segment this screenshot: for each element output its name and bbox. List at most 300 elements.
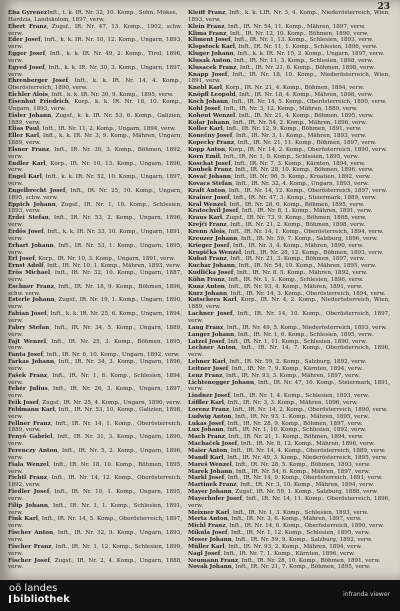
entry-details: , Inft., IR. Nr. 28, 10. Komp., Böhmen, 1891, verw. xyxy=(238,557,381,564)
entry-details: , Zugsf., IR. Nr. 2, 4. Komp., Ungarn, 1888, verw. xyxy=(8,557,182,570)
entry-name: Krupička Wenzel xyxy=(188,249,242,256)
entry-details: , Inft., k. k. IR. Nr. 30, 9. Komp., 1895, verw. xyxy=(47,92,174,99)
roll-entry xyxy=(8,92,182,99)
entry-name: Kratochvil Josef xyxy=(188,208,239,215)
entry-details: , Inft., IR. Nr. 93, 2. Komp., Mähren, 1894, verw. xyxy=(224,543,363,550)
entry-name: Moser Johann xyxy=(188,536,232,543)
entry-name: Eschner Franz xyxy=(8,283,54,290)
roll-entry xyxy=(8,359,182,373)
entry-name: Lux Johann xyxy=(188,427,224,434)
roll-entry xyxy=(8,10,182,17)
entry-details: , Korp., IR. Nr. 4, 2. Komp., Niederösterreich, Wien, 1889, verw. xyxy=(188,297,390,311)
roll-entry xyxy=(8,243,182,257)
roll-entry xyxy=(188,250,390,257)
roll-entry xyxy=(188,441,390,448)
entry-details: , Inft., IR. Nr. 21, 1. Komp., Böhmen, 1894, verw. xyxy=(224,434,364,441)
entry-details: , Inft., IR. Nr. 28, 12. Komp., Böhmen, 1893, verw. xyxy=(241,249,384,256)
roll-entry xyxy=(188,544,390,551)
entry-name: Fenyő Gabriel xyxy=(8,434,53,441)
entry-details: , Inft., IR. Nr. 93, 4. Komp., Mähren, 1891, verw. xyxy=(224,283,363,290)
entry-name: Leitner Josef xyxy=(188,365,229,372)
roll-entry xyxy=(188,174,390,181)
roll-entry xyxy=(188,161,390,168)
entry-name: Knöpfl Leopold xyxy=(188,92,236,99)
roll-entry xyxy=(188,188,390,195)
entry-details: , Korp., IR. Nr. 14, 2. Komp., Oberösterreich, 1890, verw. xyxy=(225,146,387,153)
roll-entry xyxy=(188,469,390,476)
entry-details: , Zugsf., IR. Nr. 19, 1. Komp., Ungarn, 1890, verw. xyxy=(8,297,182,311)
entry-details: , Inft., IR. Nr. 1, 4. Komp., Schlesien, 1893, verw. xyxy=(230,393,370,400)
entry-name: Koller Karl xyxy=(188,126,223,133)
entry-details: , Inft., IR. Nr. 3, 3. Komp., Mähren, 1896, verw. xyxy=(223,400,358,407)
entry-details: , Zugsf., IR. Nr. 1, 10. Komp., Schlesien, 1893, verw. xyxy=(8,201,182,215)
roll-entry xyxy=(188,558,390,565)
entry-details: , Inft., IR. Nr. 7, 9. Komp., Kärnten, 1894, verw. xyxy=(228,365,363,372)
entry-name: Fichtl Franz xyxy=(8,475,47,482)
entry-details: , Inft., IR. Nr. 3, 12. Komp., Mähren, 1889, verw. xyxy=(220,105,358,112)
roll-entry xyxy=(188,37,390,44)
roll-entry xyxy=(188,345,390,359)
entry-name: Knapp Josef xyxy=(188,71,228,78)
entry-name: Fischer Franz xyxy=(8,543,52,550)
entry-details: , Inft., IR. Nr. 1, 3. Komp., Schlesien, 1893, verw. xyxy=(229,509,369,516)
entry-details: , Inft., IR. Nr. 14, 10. Komp., Oberösterreich, 1897, verw. xyxy=(188,311,390,324)
entry-details: , Inft., k. k. IR. Nr. 30, 3. Komp., Ungarn, 1897, verw. xyxy=(8,64,182,78)
entry-name: Markl Josef xyxy=(188,475,225,482)
entry-name: Fabry Stefan xyxy=(8,324,50,331)
entry-name: Krieger Josef xyxy=(188,242,230,249)
entry-details: , Inft., IR. Nr. 54, 10. Komp., Mähren, 1895, verw. xyxy=(235,263,377,270)
roll-entry xyxy=(8,113,182,127)
entry-name: Eba Gyrenez xyxy=(8,10,48,16)
entry-name: Fellner Franz xyxy=(8,420,51,427)
entry-name: Maier Anton xyxy=(188,448,228,454)
entry-name: Esterle Johann xyxy=(8,297,55,304)
entry-details: , Inft., IR. Nr. 93, 3. Komp., Mähren, 1897, verw. xyxy=(222,372,360,379)
entry-name: Müller Karl xyxy=(188,543,225,550)
roll-entry xyxy=(188,551,390,558)
entry-details: , Inft., IR. Nr. 14, 5. Komp., Oberösterreich, 1890, verw. xyxy=(228,98,387,105)
right-column xyxy=(188,10,390,570)
viewer-label: infranda viewer xyxy=(343,591,390,598)
entry-name: Korn Emil xyxy=(188,153,220,160)
roll-entry xyxy=(8,325,182,339)
entry-details: , Inft., IR. Nr. 3, 10. Komp., Mähren, 1894, verw. xyxy=(236,482,375,489)
roll-entry xyxy=(188,113,390,120)
entry-name: Mayer Johann xyxy=(188,489,232,496)
entry-name: Meixner Karl xyxy=(188,509,230,516)
entry-details: , Inft., IR. Nr. 53, 2. Komp., Ungarn, 1896, verw. xyxy=(8,215,182,229)
entry-name: Kreuzer Johann xyxy=(188,235,238,242)
roll-entry xyxy=(188,236,390,243)
entry-name: Lechner Anton xyxy=(188,345,236,352)
entry-name: Farkas Johann xyxy=(8,359,55,366)
roll-entry xyxy=(8,297,182,311)
roll-entry xyxy=(8,174,182,188)
entry-name: Kraft Anton xyxy=(188,187,226,194)
entry-name: Martinek Franz xyxy=(188,482,237,489)
entry-details: , Inft., IR. Nr. 54, 6. Komp., Mähren, 1897, verw. xyxy=(232,468,370,475)
roll-entry xyxy=(8,311,182,325)
logo-mark-icon xyxy=(9,595,11,603)
entry-name: Eisler Johann xyxy=(8,112,52,119)
entry-details: , Inft., IR. Nr. 34, 5. Komp., Ungarn, 1889, verw. xyxy=(8,324,182,338)
entry-details: , Inft., IR. Nr. 11, 1. Komp., Schlesien, 1896, verw. xyxy=(234,44,378,51)
entry-details: , Korp., IR. Nr. 10, 13. Komp., Ungarn, 1896, verw. xyxy=(8,160,182,174)
roll-entry xyxy=(188,400,390,407)
entry-name: Fischer Anton xyxy=(8,530,54,537)
roll-entry xyxy=(8,421,182,435)
roll-entry xyxy=(188,133,390,140)
entry-details: , Inft., IR. Nr. 5, 2. Komp., Ungarn, 1896, verw. xyxy=(8,448,182,461)
roll-entry xyxy=(188,366,390,373)
roll-entry xyxy=(8,188,182,202)
roll-entry xyxy=(188,297,390,311)
entry-name: Lichtenegger Johann xyxy=(188,379,255,386)
roll-entry xyxy=(8,126,182,133)
entry-name: Eppich Johann xyxy=(8,201,56,208)
logo-line-2 xyxy=(9,594,70,605)
entry-details: , Inft., IR. Nr. 3, 6. Komp., Mähren, 1897, verw. xyxy=(227,516,362,523)
roll-entry xyxy=(8,373,182,387)
roll-entry xyxy=(188,154,390,161)
entry-name: Feik Josef xyxy=(8,400,39,407)
entry-details: , Korp., IR. Nr. 21, 4. Komp., Böhmen, 1894, verw. xyxy=(222,85,365,92)
entry-name: Konečny Josef xyxy=(188,133,233,140)
roll-entry xyxy=(188,523,390,530)
entry-name: Egyed Josef xyxy=(8,64,45,71)
entry-details: , Inft., IR. Nr. 59, 7. Komp., Salzburg, 1896, verw. xyxy=(237,235,378,242)
entry-name: Klopstock Karl xyxy=(188,44,235,51)
roll-entry xyxy=(188,325,390,332)
entry-name: Fiedler Josef xyxy=(8,489,50,496)
roll-entry xyxy=(8,215,182,229)
entry-name: Fabian Josef xyxy=(8,311,47,318)
roll-entry xyxy=(8,133,182,147)
entry-name: Krainer Josef xyxy=(188,194,230,201)
roll-entry xyxy=(8,400,182,407)
entry-name: Fašek Franz xyxy=(8,372,48,379)
roll-entry xyxy=(8,161,182,175)
entry-details: , Inft., IR. Nr. 14, 11. Komp., Oberösterreich, 1896, verw. xyxy=(188,495,390,509)
entry-name: Marek Johann xyxy=(188,468,233,475)
roll-entry xyxy=(8,284,182,298)
entry-name: Egger Josef xyxy=(8,51,46,58)
logo-line-2-text: bibliothek xyxy=(13,594,70,605)
entry-name: Eichler Alois xyxy=(8,92,48,99)
roll-entry xyxy=(8,386,182,400)
entry-details: , Inft., IR. Nr. 59, 9. Komp., Salzburg, 1892, verw. xyxy=(231,536,373,543)
entry-details: , Inft., IR. Nr. 1, 11. Komp., Schlesien, 1890, verw. xyxy=(224,338,367,345)
entry-details: , Inft., IR. Nr. 8, 1. Komp., Mähren, 1891, verw. xyxy=(238,208,373,215)
roll-entry xyxy=(8,558,182,571)
roll-entry xyxy=(8,270,182,284)
entry-details: , Inft., IR. Nr. 47, 10. Komp., Steiermark, 1891, verw. xyxy=(188,379,390,393)
entry-details: , Inft., IR. Nr. 1, 6. Komp., Schlesien, 1895, verw. xyxy=(234,331,374,338)
entry-details: , Inft., IR. Nr. 21, 7. Komp., Böhmen, 1895, verw. xyxy=(231,564,371,570)
entry-name: Klein Franz xyxy=(188,23,225,30)
entry-name: Kurz Johann xyxy=(188,290,228,297)
roll-entry xyxy=(8,51,182,65)
entry-details: , Inft., IR. Nr. 7, 1. Komp., Kärnten, 1896, verw. xyxy=(220,550,355,557)
entry-details: , Inft., IR. Nr. 14, 12. Komp., Oberösterreich, 1892, verw. xyxy=(8,475,182,489)
entry-name: Lindner Josef xyxy=(188,393,231,400)
library-logo xyxy=(9,583,70,605)
roll-entry xyxy=(8,489,182,503)
roll-entry xyxy=(188,256,390,263)
roll-entry xyxy=(8,202,182,216)
roll-entry xyxy=(8,229,182,243)
entry-details: , Inft., IR. Nr. 14, 2. Komp., Oberösterreich, 1890, verw. xyxy=(229,406,388,413)
entry-name: Kovacs Stefan xyxy=(188,181,233,188)
roll-entry xyxy=(8,503,182,517)
entry-name: Erdei Stefan xyxy=(8,215,49,222)
entry-name: Lenz Franz xyxy=(188,372,223,379)
entry-details: , Inft., IR. Nr. 14, 3. Komp., Oberösterreich, 1894, verw. xyxy=(227,290,386,297)
entry-details: , Inft., IR. Nr. 1, 9. Komp., Schlesien, 1895, verw. xyxy=(219,153,359,160)
entry-name: Lachner Josef xyxy=(188,311,233,318)
entry-details: , Inft., k. k. IR. Nr. 33, 10. Komp., Ungarn, 1891, verw. xyxy=(8,229,182,242)
roll-entry xyxy=(8,544,182,558)
roll-entry xyxy=(8,462,182,476)
entry-details: , Inft., IR. Nr. 18, 10. Komp., Niederösterreich, Wien, 1891, verw. xyxy=(188,71,390,85)
roll-entry xyxy=(8,78,182,92)
entry-details: , Inft., IR. Nr. 11, 3. Komp., Schlesien, 1898, verw. xyxy=(230,57,373,64)
entry-details: , Zugsf., IR. Nr. 59, 1. Komp., Salzburg, 1888, verw. xyxy=(231,489,379,496)
entry-details: , Inft., IR. Nr. 7, 3. Komp., Kärnten, 1894, verw. xyxy=(230,160,366,167)
roll-entry xyxy=(188,243,390,250)
roll-entry xyxy=(8,448,182,462)
roll-entry xyxy=(188,147,390,154)
entry-name: Erhart Johann xyxy=(8,242,54,249)
entry-name: Kohl Josef xyxy=(188,105,221,112)
roll-entry xyxy=(188,208,390,215)
entry-name: Lorenz Franz xyxy=(188,406,230,413)
roll-entry xyxy=(188,339,390,346)
entry-details: , Inft., IR. Nr. 1, 10. Komp., Schlesien, 1892, verw. xyxy=(223,427,367,434)
entry-details: , Inft., k. k. IR. Nr. 14, 4. Komp., Oberösterreich, 1890, verw. xyxy=(8,78,182,92)
entry-details: , Inft., IR. Nr. 59, 2. Komp., Salzburg, 1892, verw. xyxy=(225,359,367,366)
entry-details: , Inft., IR. Nr. 25, 10. Komp., Ungarn, 1895, schw. verw. xyxy=(8,187,182,201)
entry-details: Inft., t. k. IR. Nr. 32, 10. Komp., Sohn. Mükes, xyxy=(47,10,178,16)
entry-details: , Inft., IR. Nr. 26, 3. Komp., Ungarn, 1897, verw. xyxy=(8,386,182,400)
entry-details: , Inft., IR. Nr. 14, 5. Komp., Oberösterreich, 1897, verw. xyxy=(8,516,182,530)
entry-details: , Inft., IR. Nr. 11, 2. Komp., Ungarn, 1894, verw. xyxy=(39,126,176,133)
entry-name: Eder Josef xyxy=(8,37,41,44)
entry-details: , Zugsf., IR. Nr. 47, 13. Komp., 1902, schw. verw. xyxy=(8,23,182,37)
entry-details: , Inft., IR. Nr. 14, 9. Komp., Oberösterreich, 1891, verw. xyxy=(224,475,383,482)
roll-entry xyxy=(188,510,390,517)
entry-name: Kopecky Franz xyxy=(188,140,235,147)
entry-name: Kopp Anton xyxy=(188,146,226,153)
entry-details: Hardzia, Landskolom, 1897, verw. xyxy=(8,16,105,23)
entry-name: Kluger Johann xyxy=(188,51,234,58)
entry-details: , Inft., IR. Nr. 93, 1. Komp., Mähren, 1895, verw. xyxy=(231,413,370,420)
roll-entry xyxy=(188,270,390,277)
roll-entry xyxy=(188,229,390,236)
roll-entry xyxy=(188,414,390,421)
entry-details: , Inft., k. k. IR. Nr. 25, 6. Komp., Ungarn, 1894, verw. xyxy=(8,311,182,324)
entry-name: Lang Franz xyxy=(188,324,224,331)
entry-name: Fischer Josef xyxy=(8,557,50,564)
entry-details: , Inft., IR. Nr. 10, 1. Komp., Ungarn, 1895, verw. xyxy=(8,489,182,502)
entry-name: Kutschera Karl xyxy=(188,297,237,304)
entry-details: , Inft., IR. Nr. 49, 5. Komp., Niederösterreich, 1893, verw. xyxy=(223,324,388,331)
roll-entry xyxy=(188,181,390,188)
entry-name: Lehner Karl xyxy=(188,359,226,366)
entry-name: Ludwig Anton xyxy=(188,413,232,420)
entry-details: , Inft., IR. Nr. 14, 6. Komp., Oberösterreich, 1890, verw. xyxy=(225,523,384,530)
entry-details: , Inft., IR. Nr. 25, 3. Komp., Böhmen, 1895, verw. xyxy=(8,338,182,352)
entry-name: Fanta Josef xyxy=(8,352,44,359)
entry-name: Feldmann Karl xyxy=(8,406,55,413)
entry-details: , Inft., IR. Nr. 32, 10. Komp., Ungarn, 1887, verw. xyxy=(8,270,182,283)
entry-name: Kunz Anton xyxy=(188,283,225,290)
entry-details: , Inft., IR. Nr. 18, 10. Komp., Böhmen, 1895, verw. xyxy=(8,461,182,475)
entry-name: Koch Johann xyxy=(188,98,229,105)
entry-details: , Inft., IR. Nr. 14, 1. Komp., Oberösterreich, 1889, verw. xyxy=(8,420,182,434)
roll-entry xyxy=(188,516,390,523)
entry-name: Eisenhut Friedrich xyxy=(8,98,69,105)
entry-details: , Inft., k. k. IR. Nr. 3, 9. Komp., Mähren, Ungarn, 1889, verw. xyxy=(8,133,182,147)
roll-entry xyxy=(188,120,390,127)
entry-details: , Inft., IR. Nr. 10, 1. Komp., Mähren, 1893, verw. xyxy=(43,263,182,270)
entry-name: Koubek Franz xyxy=(188,167,232,174)
entry-name: Nagl Josef xyxy=(188,550,221,557)
entry-details: , Inft., k. k. IR. Nr. 10, 12. Komp., Ungarn, 1893, verw. xyxy=(8,37,182,51)
roll-entry xyxy=(8,65,182,79)
entry-name: Merta Anton xyxy=(188,516,228,523)
entry-details: , Inft., IR. Nr. 21, 6. Komp., Böhmen, 1898, verw. xyxy=(236,64,375,71)
entry-name: Krenn Alois xyxy=(188,229,225,235)
entry-details: , Inft., IR. Nr. 34, 3. Komp., Ungarn, 1896, verw. xyxy=(8,359,182,372)
entry-details: , Korp., IR. Nr. 10, 3. Komp., Ungarn, 1891, verw. xyxy=(34,256,176,263)
entry-details: , Inft., IR. Nr. 47, 3. Komp., Steiermark, 1889, verw. xyxy=(229,194,377,201)
entry-name: Kudlička Josef xyxy=(188,270,234,277)
entry-name: Kovač Johann xyxy=(188,174,231,181)
roll-entry xyxy=(188,373,390,380)
entry-details: , Inft., IR. Nr. 6, 10. Komp., Ungarn, 1892, verw. xyxy=(43,352,180,359)
roll-entry xyxy=(188,222,390,229)
entry-details: , Inft., IR. Nr. 28, 10. Komp., Böhmen, 1896, verw. xyxy=(231,167,374,174)
viewer-footer xyxy=(0,580,400,611)
roll-entry xyxy=(188,359,390,366)
roll-entry xyxy=(8,516,182,530)
entry-name: Kolar Johann xyxy=(188,119,230,126)
entry-name: Fink Karl xyxy=(8,516,38,523)
entry-name: Elias Paul xyxy=(8,126,40,133)
entry-details: , Inft., IR. Nr. 14, 1. Komp., Oberösterreich, 1894, verw. xyxy=(224,229,384,235)
entry-name: Fajt Wenzel xyxy=(8,338,46,345)
entry-details: , Inft., IR. Nr. 54, 11. Komp., Mähren, 1897, verw. xyxy=(224,23,366,30)
roll-entry xyxy=(188,291,390,298)
entry-name: Kliment Josef xyxy=(188,37,231,44)
entry-name: Endler Karl xyxy=(8,160,46,167)
entry-name: Kühn Franz xyxy=(188,276,225,283)
roll-entry xyxy=(8,99,182,113)
roll-entry xyxy=(188,10,390,24)
roll-entry xyxy=(188,530,390,537)
roll-entry xyxy=(188,92,390,99)
entry-details: , Inft., IR. Nr. 21, 3. Komp., Böhmen, 1897, verw. xyxy=(226,256,366,263)
entry-details: , Inft., IR. Nr. 14, 12. Komp., Oberösterreich, 1897, verw. xyxy=(225,187,388,194)
entry-name: Krejči Franz xyxy=(188,222,227,229)
roll-entry xyxy=(188,51,390,58)
roll-entry xyxy=(188,496,390,510)
roll-entry xyxy=(188,284,390,291)
entry-details: , Inft., IR. Nr. 1, 1. Komp., Schlesien, 1896, verw. xyxy=(224,276,364,283)
entry-name: Löffler Karl xyxy=(188,400,224,407)
roll-entry xyxy=(8,475,182,489)
logo-line-1: oö landes xyxy=(9,583,58,594)
roll-entry xyxy=(188,58,390,65)
roll-entry xyxy=(188,448,390,455)
entry-name: Novak Johann xyxy=(188,564,232,570)
entry-details: , Inft., IR. Nr. 28, 6. Komp., Böhmen, 1895, verw. xyxy=(225,201,365,208)
roll-entry xyxy=(8,407,182,421)
entry-details: , Inft., k. k. LIR. Nr. 3, 4. Komp., Niederösterreich, Wien, 1893, verw. xyxy=(188,10,390,23)
entry-name: Eller Karl xyxy=(8,133,39,140)
entry-name: Ernst Adolf xyxy=(8,263,44,270)
entry-name: Erdős Josef xyxy=(8,229,44,235)
entry-name: Klima Franz xyxy=(188,30,227,37)
entry-name: Mandl Karl xyxy=(188,454,224,461)
entry-details: , Inft., IR. Nr. 30, 3. Komp., Böhmen, 1892, verw. xyxy=(8,146,182,160)
entry-details: , Zugsf., k. k. IR. Nr. 53, 6. Komp., Galizien, 1889, verw. xyxy=(8,112,182,126)
entry-details: , Inft., k. k. IR. Nr. 52, 10. Komp., Ungarn, 1897, verw. xyxy=(8,174,182,188)
roll-entry xyxy=(188,380,390,394)
roll-entry xyxy=(188,475,390,482)
entry-details: , Inft., IR. Nr. 53, 1. Komp., Ungarn, 1895, verw. xyxy=(8,242,182,256)
entry-name: Mayerhofer Josef xyxy=(188,495,243,502)
roll-entry xyxy=(8,530,182,544)
left-column xyxy=(8,10,182,570)
entry-name: Engelbrecht Josef xyxy=(8,187,66,194)
roll-entry xyxy=(8,24,182,38)
entry-details: , Inft., IR. Nr. 1, 12. Komp., Schlesien, 1895, verw. xyxy=(227,530,370,537)
roll-entry xyxy=(188,31,390,38)
entry-details: , Inft., IR. Nr. 1, 1. Komp., Schlesien, 1891, verw. xyxy=(8,502,182,516)
roll-entry xyxy=(8,147,182,161)
roll-entry xyxy=(188,195,390,202)
entry-details: , Inft., IR. Nr. 1, 8. Komp., Schlesien, 1894, verw. xyxy=(8,372,182,386)
roll-entry xyxy=(188,407,390,414)
entry-name: Ferenczy Anton xyxy=(8,448,58,454)
entry-details: , Inft., IR. Nr. 28, 9. Komp., Böhmen, 1897, verw. xyxy=(224,420,363,427)
roll-entry xyxy=(188,202,390,209)
roll-entry xyxy=(8,37,182,51)
entry-name: Latzel Josef xyxy=(188,338,225,345)
entry-details: , Inft., IR. Nr. 21, 11. Komp., Böhmen, 1897, verw. xyxy=(234,140,377,147)
entry-details: , Inft., IR. Nr. 8, 5. Komp., Mähren, 1892, verw. xyxy=(233,270,368,277)
entry-name: Kleiff Franz xyxy=(188,10,226,16)
entry-details: , Inft., IR. Nr. 18, 9. Komp., Böhmen, 1896, schw. verw. xyxy=(8,283,182,297)
roll-entry xyxy=(188,65,390,72)
entry-name: Erös Michael xyxy=(8,270,51,277)
roll-entry xyxy=(8,256,182,263)
entry-details: , Zugsf., IR. Nr. 25, 4. Komp., Ungarn, 1890, verw. xyxy=(38,400,182,407)
roll-entry xyxy=(8,339,182,353)
entry-name: Knebl Karl xyxy=(188,85,223,92)
roll-entry xyxy=(188,537,390,544)
entry-details: , Inft., IR. Nr. 3, 4. Komp., Mähren, 1890, verw. xyxy=(229,242,364,249)
entry-name: Lukas Josef xyxy=(188,420,225,427)
roll-entry xyxy=(188,44,390,51)
entry-name: Ehrenberger Josef xyxy=(8,78,69,85)
roll-entry xyxy=(188,332,390,339)
entry-details: , Inft., IR. Nr. 96, 5. Komp., Kroatien, 1892, verw. xyxy=(230,174,371,181)
entry-details: , Zugsf., IR. Nr. 73, 9. Komp., Böhmen, 1888, verw. xyxy=(222,215,367,222)
